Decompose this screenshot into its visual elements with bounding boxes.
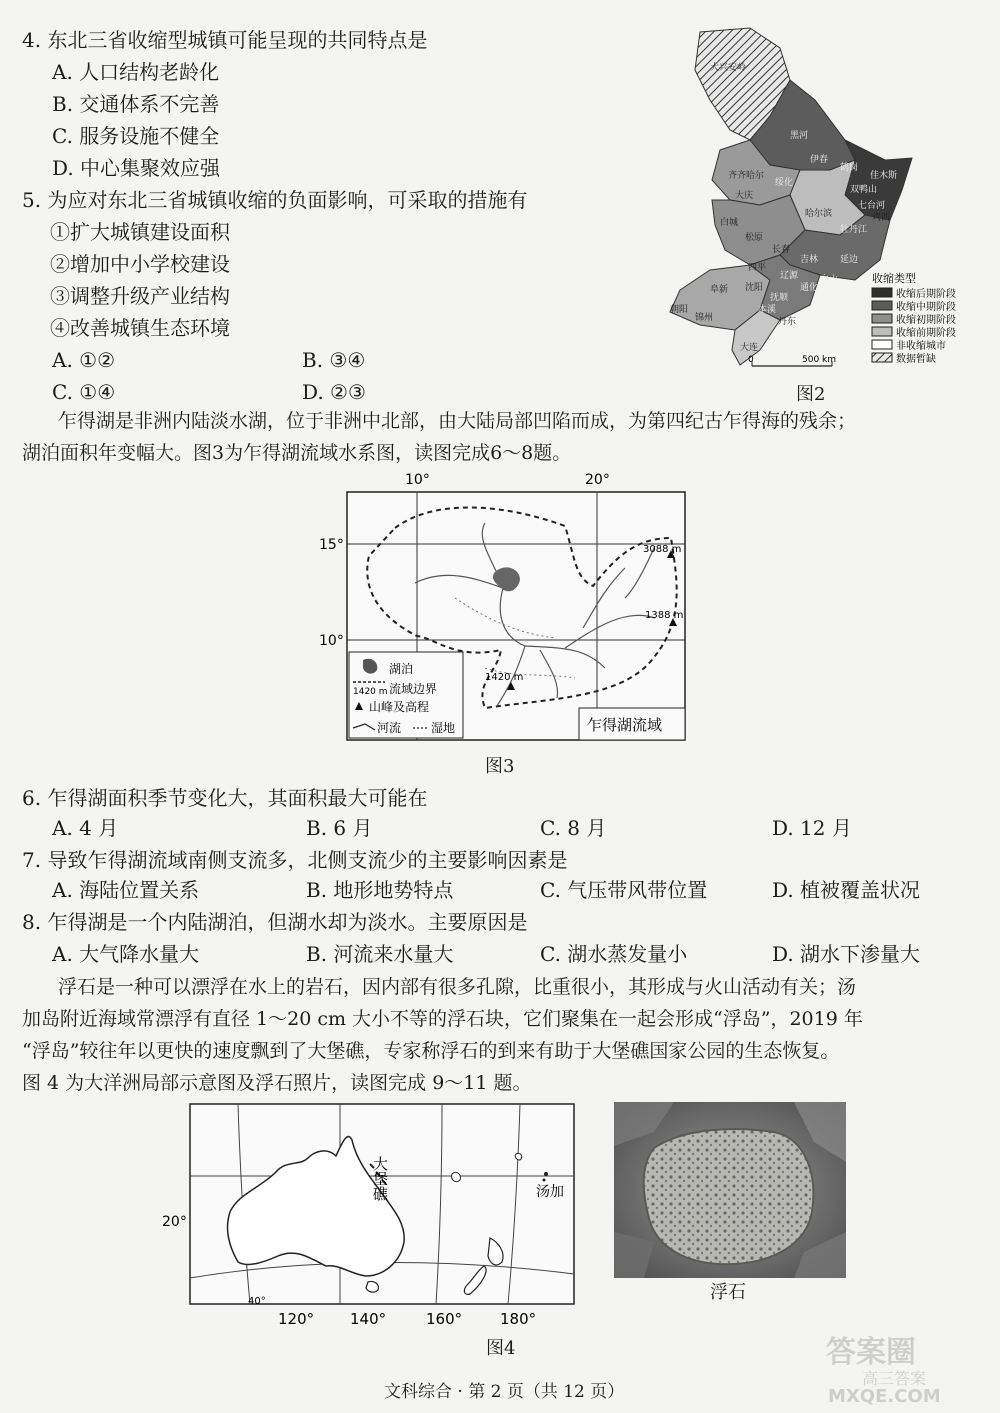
- q4-option-a: A. 人口结构老龄化: [52, 60, 220, 84]
- figure-3-title: 乍得湖流域: [587, 716, 663, 734]
- q4-option-b: B. 交通体系不完善: [52, 92, 220, 116]
- label-benxi: 本溪: [758, 305, 777, 315]
- label-dandong: 丹东: [778, 317, 797, 327]
- label-mudanjiang: 牡丹江: [840, 225, 868, 235]
- label-yichun: 伊春: [810, 155, 829, 165]
- label-tonghua: 通化: [800, 283, 819, 293]
- figure-4-caption: 图4: [486, 1338, 516, 1359]
- pumice-photo: [614, 1102, 846, 1278]
- label-daqing: 大庆: [735, 191, 754, 201]
- q6-stem: 6. 乍得湖面积季节变化大，其面积最大可能在: [22, 786, 428, 810]
- lon-label-180: 180°: [500, 1310, 537, 1328]
- q5-item-3: ③调整升级产业结构: [50, 284, 230, 308]
- label-baishan: 白山: [820, 275, 839, 285]
- peak-1420: 1420 m: [485, 672, 524, 683]
- pumice-intro-line-2: 加岛附近海域常漂浮有直径 1～20 cm 大小不等的浮石块，它们聚集在一起会形成“浮岛”，2019 年: [22, 1008, 863, 1030]
- label-fuxin: 阜新: [710, 285, 729, 295]
- lon-label-120: 120°: [278, 1310, 315, 1328]
- lon-label-140: 140°: [350, 1310, 387, 1328]
- q4-stem: 4. 东北三省收缩型城镇可能呈现的共同特点是: [22, 28, 428, 52]
- q6-option-a: A. 4 月: [52, 816, 119, 840]
- label-chaoyang: 朝阳: [670, 305, 689, 315]
- q6-option-c: C. 8 月: [540, 816, 607, 840]
- q7-option-c: C. 气压带风带位置: [540, 878, 708, 902]
- figure-4-map: [160, 1098, 580, 1330]
- q8-option-d: D. 湖水下渗量大: [772, 942, 921, 966]
- svg-text:MXQE.COM: MXQE.COM: [828, 1386, 941, 1407]
- label-jiamusi: 佳木斯: [870, 171, 898, 181]
- legend-mid: 收缩中期阶段: [896, 302, 956, 313]
- q5-item-2: ②增加中小学校建设: [50, 252, 230, 276]
- q4-option-d: D. 中心集聚效应强: [52, 156, 221, 180]
- q7-option-d: D. 植被覆盖状况: [772, 878, 921, 902]
- label-jinzhou: 锦州: [695, 313, 714, 323]
- lat-label-10: 10°: [319, 633, 344, 649]
- q8-option-a: A. 大气降水量大: [52, 942, 200, 966]
- tasmania: [366, 1281, 378, 1292]
- q8-option-c: C. 湖水蒸发量小: [540, 942, 688, 966]
- label-great-barrier-reef: 大堡礁: [371, 1156, 389, 1201]
- legend-late: 收缩后期阶段: [896, 289, 956, 300]
- label-yanbian: 延边: [840, 255, 859, 265]
- q8-option-b: B. 河流来水量大: [306, 942, 454, 966]
- legend-boundary: 流域边界: [389, 682, 438, 696]
- label-shuangyashan: 双鸭山: [850, 185, 878, 195]
- label-dalian: 大连: [740, 343, 759, 353]
- figure-2-caption: 图2: [796, 384, 826, 405]
- label-changchun: 长春: [772, 245, 791, 255]
- q5-item-4: ④改善城镇生态环境: [50, 316, 230, 340]
- lat-label-40: 40°: [248, 1296, 266, 1307]
- label-fushun: 抚顺: [770, 293, 789, 303]
- label-heihe: 黑河: [790, 131, 809, 141]
- q5-item-1: ①扩大城镇建设面积: [50, 220, 230, 244]
- figure-3-map: [319, 468, 695, 744]
- peak-3088: 3088 m: [643, 544, 682, 555]
- lon-label-160: 160°: [426, 1310, 463, 1328]
- label-siping: 四平: [748, 263, 767, 273]
- label-hegang: 鹤岗: [840, 163, 859, 173]
- label-shenyang: 沈阳: [745, 283, 764, 293]
- watermark-logo: [822, 1326, 992, 1406]
- legend-pre: 收缩前期阶段: [896, 328, 956, 339]
- chad-intro-line-2: 湖泊面积年变幅大。图3为乍得湖流域水系图，读图完成6～8题。: [22, 442, 572, 464]
- label-songyuan: 松原: [745, 233, 764, 243]
- legend-river: 河流: [377, 721, 402, 735]
- q5-stem: 5. 为应对东北三省城镇收缩的负面影响，可采取的措施有: [22, 188, 528, 212]
- label-baicheng: 白城: [720, 218, 739, 228]
- lat-label-20: 20°: [162, 1214, 187, 1230]
- pumice-stone: [644, 1129, 814, 1264]
- scale-start: 0: [748, 355, 754, 365]
- label-jixi: 鸡西: [872, 213, 891, 223]
- label-jilin: 吉林: [800, 255, 819, 265]
- q8-stem: 8. 乍得湖是一个内陆湖泊，但湖水却为淡水。主要原因是: [22, 910, 528, 934]
- q6-option-d: D. 12 月: [772, 816, 852, 840]
- legend-wetland: 湿地: [431, 721, 456, 735]
- chad-intro-line-1: 乍得湖是非洲内陆淡水湖，位于非洲中北部，由大陆局部凹陷而成，为第四纪古乍得海的残余；: [58, 410, 857, 432]
- lon-label-20: 20°: [585, 472, 610, 488]
- label-harbin: 哈尔滨: [805, 209, 833, 219]
- figure-3-caption: 图3: [485, 756, 515, 777]
- legend-peak-sample: 1420 m: [353, 687, 388, 697]
- q4-option-c: C. 服务设施不健全: [52, 124, 220, 148]
- pumice-intro-line-1: 浮石是一种可以漂浮在水上的岩石，因内部有很多孔隙，比重很小，其形成与火山活动有关；汤: [58, 976, 857, 998]
- q5-option-d: D. ②③: [302, 380, 366, 404]
- legend-lake: 湖泊: [389, 662, 414, 676]
- lon-label-10: 10°: [405, 472, 430, 488]
- svg-text:高三答案: 高三答案: [862, 1369, 927, 1388]
- q7-stem: 7. 导致乍得湖流域南侧支流多，北侧支流少的主要影响因素是: [22, 848, 568, 872]
- label-suihua: 绥化: [775, 178, 794, 188]
- q5-option-c: C. ①④: [52, 380, 116, 404]
- pumice-photo-caption: 浮石: [710, 1282, 746, 1303]
- legend-early: 收缩初期阶段: [896, 315, 956, 326]
- peak-1388: 1388 m: [645, 610, 684, 621]
- q6-option-b: B. 6 月: [306, 816, 373, 840]
- legend-non: 非收缩城市: [896, 341, 946, 352]
- pumice-intro-line-3: “浮岛”较往年以更快的速度飘到了大堡礁，专家称浮石的到来有助于大堡礁国家公园的生态恢复。: [22, 1040, 840, 1062]
- q7-option-b: B. 地形地势特点: [306, 878, 454, 902]
- q5-option-a: A. ①②: [52, 348, 116, 372]
- page-footer: 文科综合 · 第 2 页（共 12 页）: [384, 1382, 625, 1402]
- legend-peak: 山峰及高程: [369, 700, 430, 714]
- label-qitaihe: 七台河: [858, 201, 886, 211]
- lat-label-15: 15°: [319, 537, 344, 553]
- svg-text:答案圈: 答案圈: [826, 1335, 916, 1370]
- q5-option-b: B. ③④: [302, 348, 366, 372]
- scale-end: 500 km: [802, 355, 837, 365]
- q7-option-a: A. 海陆位置关系: [52, 878, 200, 902]
- label-qiqihar: 齐齐哈尔: [728, 171, 765, 181]
- label-daxinganling: 大兴安岭: [710, 63, 747, 73]
- figure-2-map: [640, 20, 990, 380]
- legend-title: 收缩类型: [872, 272, 916, 285]
- label-tonga: 汤加: [536, 1184, 564, 1200]
- legend-nodata: 数据暂缺: [896, 354, 936, 365]
- label-liaoyuan: 辽源: [780, 271, 799, 281]
- pumice-intro-line-4: 图 4 为大洋洲局部示意图及浮石照片，读图完成 9～11 题。: [22, 1072, 532, 1094]
